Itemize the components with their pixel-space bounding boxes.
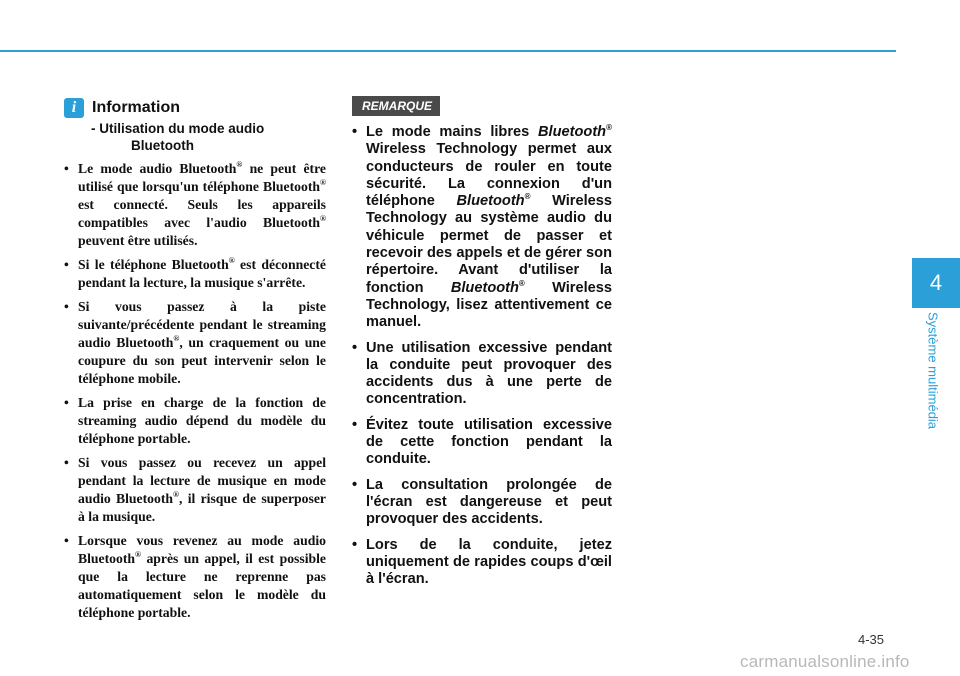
remarque-label: REMARQUE (352, 96, 440, 116)
remarque-item: • La consultation prolongée de l'écran est dangereuse et peut provoquer des accidents. (352, 477, 612, 529)
information-item: • Le mode audio Bluetooth® ne peut être utilisé que lorsqu'un téléphone Bluetooth® est connecté. Seuls les appareils compatibles avec l'audio Bluetooth® peuvent être utilisés. (64, 160, 326, 250)
information-box (64, 96, 326, 622)
remarque-item: • Le mode mains libres Bluetooth® Wireless Technology permet aux conducteurs de rouler en toute sécurité. La connexion d'un téléphone Bluetooth® Wireless Technology au système audio du véhicule permet de passer et recevoir des appels et de gérer son répertoire. Avant d'utiliser la fonction Bluetooth® Wireless Technology, lisez attentivement ce manuel. (352, 124, 612, 332)
subtitle-line-1: - Utilisation du mode audio (91, 121, 265, 136)
information-title: Information (92, 99, 180, 116)
information-item: • La prise en charge de la fonction de streaming audio dépend du modèle du téléphone portable. (64, 394, 326, 448)
chapter-title: Système multimédia (925, 312, 941, 430)
information-item: • Lorsque vous revenez au mode audio Bluetooth® après un appel, il est possible que la lecture ne reprenne pas automatiquement selon le modèle du téléphone portable. (64, 532, 326, 622)
info-icon: i (64, 98, 84, 118)
subtitle-line-2: Bluetooth (131, 138, 194, 153)
information-list (64, 160, 326, 622)
information-item: • Si vous passez à la piste suivante/précédente pendant le streaming audio Bluetooth®, un craquement ou une coupure du son peut intervenir selon le téléphone mobile. (64, 298, 326, 388)
remarque-list (352, 124, 612, 588)
remarque-item: • Évitez toute utilisation excessive de cette fonction pendant la conduite. (352, 417, 612, 469)
remarque-item: • Lors de la conduite, jetez uniquement de rapides coups d'œil à l'écran. (352, 537, 612, 589)
remarque-box (352, 96, 612, 596)
information-item: • Si vous passez ou recevez un appel pendant la lecture de musique en mode audio Bluetooth®, il risque de superposer à la musique. (64, 454, 326, 526)
chapter-number: 4 (929, 270, 943, 295)
header-rule (0, 50, 896, 52)
page-number: 4-35 (858, 632, 885, 647)
watermark: carmanualsonline.info (740, 652, 910, 671)
chapter-tab (912, 258, 960, 308)
information-subtitle (91, 120, 326, 154)
information-item: • Si le téléphone Bluetooth® est déconnecté pendant la lecture, la musique s'arrête. (64, 256, 326, 292)
remarque-item: • Une utilisation excessive pendant la conduite peut provoquer des accidents dus à une perte de concentration. (352, 340, 612, 409)
information-heading (64, 96, 326, 120)
